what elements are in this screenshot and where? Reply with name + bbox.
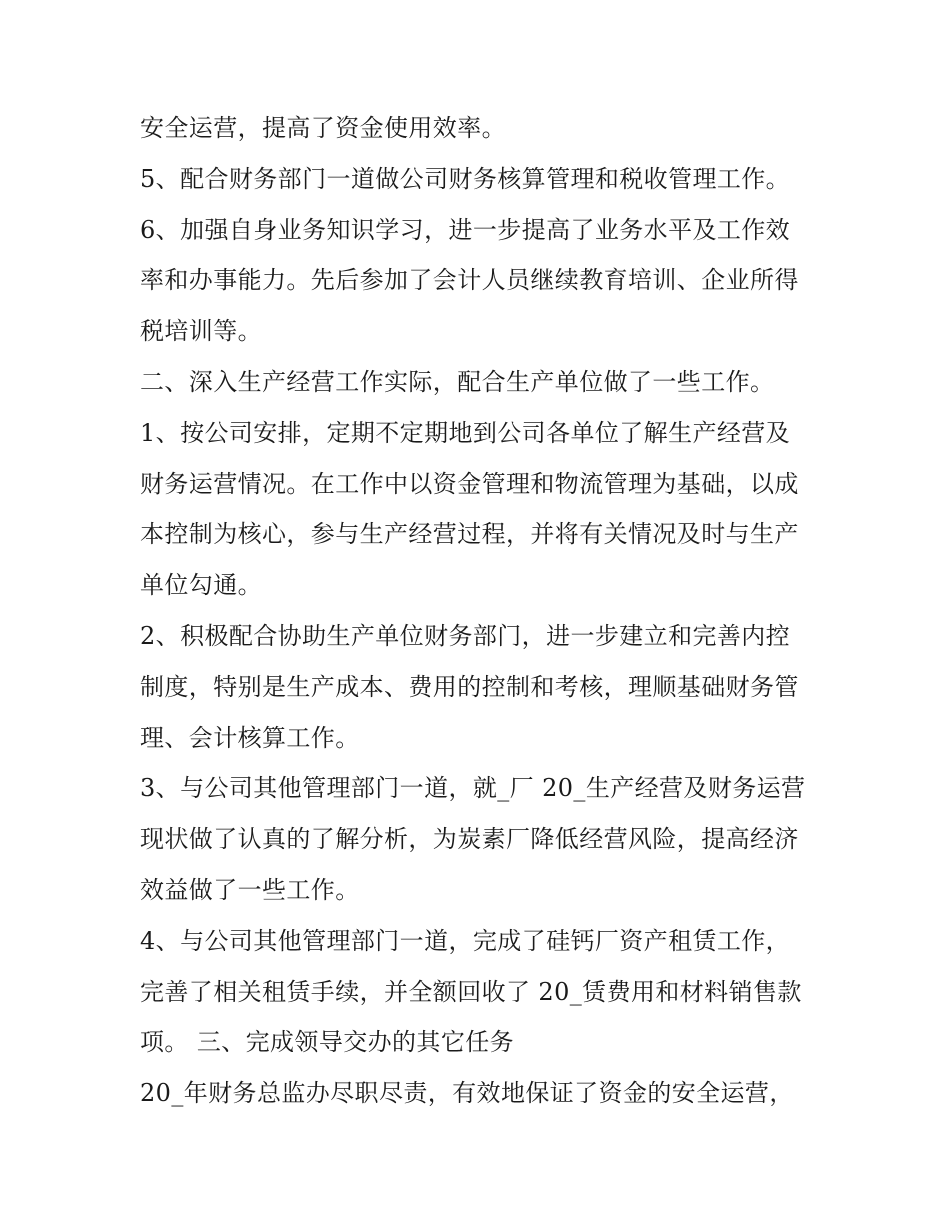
- text-line: 项。 三、完成领导交办的其它任务: [140, 1028, 515, 1057]
- text-line: 现状做了认真的了解分析，为炭素厂降低经营风险，提高经济: [140, 825, 799, 854]
- text-line: 4、与公司其他管理部门一道，完成了硅钙厂资产租赁工作，: [140, 926, 791, 955]
- text-line: 6、加强自身业务知识学习，进一步提高了业务水平及工作效: [140, 215, 791, 244]
- text-line: 1、按公司安排，定期不定期地到公司各单位了解生产经营及: [140, 418, 791, 447]
- text-line: 5、配合财务部门一道做公司财务核算管理和税收管理工作。: [140, 164, 791, 193]
- section-heading: 二、深入生产经营工作实际，配合生产单位做了一些工作。: [140, 367, 775, 396]
- text-line: 理、会计核算工作。: [140, 723, 360, 752]
- text-line: 率和办事能力。先后参加了会计人员继续教育培训、企业所得: [140, 266, 799, 295]
- text-line: 20_年财务总监办尽职尽责，有效地保证了资金的安全运营，: [140, 1079, 794, 1108]
- text-line: 单位勾通。: [140, 571, 262, 600]
- text-line: 完善了相关租赁手续，并全额回收了 20_赁费用和材料销售款: [140, 977, 802, 1006]
- document-body: [140, 103, 820, 1119]
- text-line: 安全运营，提高了资金使用效率。: [140, 114, 506, 142]
- text-line: 3、与公司其他管理部门一道，就_厂 20_生产经营及财务运营: [140, 774, 806, 803]
- text-line: 制度，特别是生产成本、费用的控制和考核，理顺基础财务管: [140, 672, 799, 701]
- text-line: 本控制为核心，参与生产经营过程，并将有关情况及时与生产: [140, 520, 799, 549]
- text-line: 效益做了一些工作。: [140, 875, 360, 904]
- text-line: 财务运营情况。在工作中以资金管理和物流管理为基础，以成: [140, 469, 799, 498]
- text-line: 2、积极配合协助生产单位财务部门，进一步建立和完善内控: [140, 621, 791, 650]
- text-line: 税培训等。: [140, 317, 262, 346]
